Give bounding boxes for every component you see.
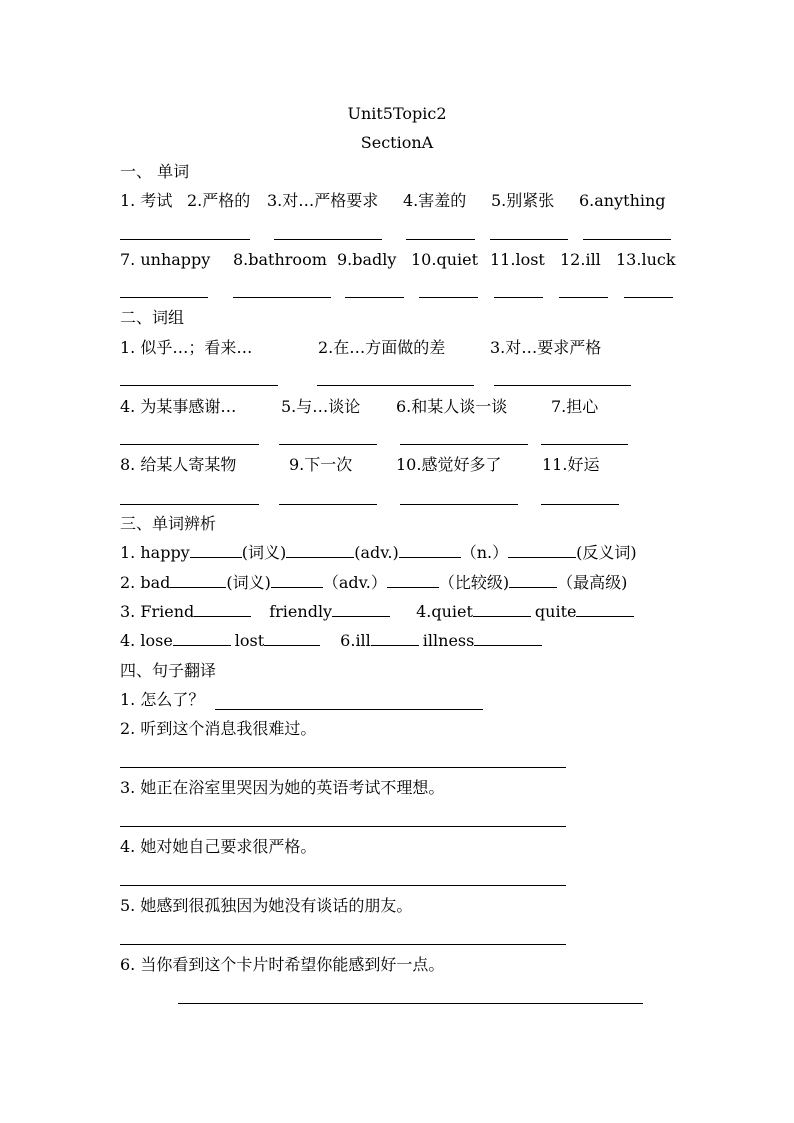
translation-item-4: 4. 她对她自己要求很严格。 — [120, 837, 317, 856]
answer-blank[interactable] — [509, 573, 557, 588]
answer-blank[interactable] — [624, 297, 673, 298]
phrase-prompt: 4. 为某事感谢… — [120, 397, 237, 416]
answer-blank[interactable] — [271, 573, 323, 588]
answer-blank[interactable] — [120, 297, 208, 298]
part2-heading: 二、词组 — [120, 308, 185, 327]
word-analysis-line — [120, 631, 542, 651]
translation-item-3: 3. 她正在浴室里哭因为她的英语考试不理想。 — [120, 778, 445, 797]
phrase-prompt: 11.好运 — [542, 455, 600, 474]
word-prompt: 4. lose — [120, 631, 173, 650]
word-prompt: 6.ill — [340, 631, 371, 650]
word-hint: (反义词) — [576, 543, 637, 562]
answer-blank[interactable] — [419, 297, 478, 298]
word-hint: (词义) — [226, 573, 271, 592]
word-prompt: friendly — [269, 602, 333, 621]
phrase-prompt: 8. 给某人寄某物 — [120, 455, 237, 474]
answer-blank[interactable] — [120, 385, 278, 386]
part1-heading: 一、 单词 — [120, 162, 190, 181]
answer-blank[interactable] — [190, 543, 242, 558]
answer-blank[interactable] — [494, 385, 631, 386]
vocab-prompt: 13.luck — [616, 250, 676, 269]
phrase-prompt: 2.在…方面做的差 — [318, 338, 446, 357]
phrase-prompt: 3.对…要求严格 — [490, 338, 602, 357]
answer-blank[interactable] — [194, 602, 251, 617]
word-prompt: lost — [234, 631, 265, 650]
phrase-prompt: 1. 似乎…；看来… — [120, 338, 253, 357]
answer-blank[interactable] — [120, 444, 259, 445]
phrase-prompt: 10.感觉好多了 — [396, 455, 502, 474]
word-prompt: 4.quiet — [416, 602, 473, 621]
translation-item-6: 6. 当你看到这个卡片时希望你能感到好一点。 — [120, 955, 445, 974]
word-hint: （比较级) — [438, 573, 510, 592]
vocab-prompt: 2.严格的 — [187, 191, 251, 210]
word-hint: （最高级) — [557, 573, 628, 592]
word-prompt: 1. happy — [120, 543, 190, 562]
answer-line[interactable] — [215, 709, 483, 710]
answer-blank[interactable] — [583, 239, 671, 240]
answer-blank[interactable] — [474, 631, 542, 646]
worksheet-title: Unit5Topic2 — [347, 104, 447, 123]
answer-blank[interactable] — [399, 543, 461, 558]
word-prompt: 3. Friend — [120, 602, 195, 621]
answer-blank[interactable] — [494, 297, 543, 298]
phrase-prompt: 6.和某人谈一谈 — [396, 397, 508, 416]
answer-blank[interactable] — [332, 602, 390, 617]
vocab-prompt: 6.anything — [579, 191, 666, 210]
answer-line[interactable] — [120, 944, 566, 945]
vocab-prompt: 12.ill — [560, 250, 601, 269]
vocab-prompt: 9.badly — [337, 250, 397, 269]
answer-blank[interactable] — [264, 631, 320, 646]
translation-item-2: 2. 听到这个消息我很难过。 — [120, 719, 317, 738]
answer-line[interactable] — [120, 885, 566, 886]
answer-blank[interactable] — [120, 239, 250, 240]
answer-line[interactable] — [178, 1003, 643, 1004]
word-prompt: 2. bad — [120, 573, 171, 592]
answer-blank[interactable] — [317, 385, 474, 386]
vocab-prompt: 8.bathroom — [233, 250, 327, 269]
answer-blank[interactable] — [345, 297, 404, 298]
answer-blank[interactable] — [490, 239, 568, 240]
answer-blank[interactable] — [120, 504, 259, 505]
answer-blank[interactable] — [406, 239, 475, 240]
vocab-prompt: 7. unhappy — [120, 250, 211, 269]
translation-item-5: 5. 她感到很孤独因为她没有谈话的朋友。 — [120, 896, 413, 915]
word-hint: （adv.） — [322, 573, 387, 592]
answer-blank[interactable] — [371, 631, 419, 646]
answer-blank[interactable] — [400, 444, 528, 445]
answer-blank[interactable] — [233, 297, 331, 298]
answer-blank[interactable] — [576, 602, 634, 617]
answer-blank[interactable] — [170, 573, 226, 588]
word-analysis-line — [120, 602, 634, 622]
answer-blank[interactable] — [279, 504, 377, 505]
translation-item-1: 1. 怎么了？ — [120, 690, 205, 709]
word-hint: （n.） — [460, 543, 509, 562]
vocab-prompt: 11.lost — [490, 250, 545, 269]
answer-blank[interactable] — [400, 504, 518, 505]
word-hint: (adv.) — [354, 543, 399, 562]
answer-line[interactable] — [120, 826, 566, 827]
vocab-prompt: 4.害羞的 — [403, 191, 467, 210]
answer-blank[interactable] — [286, 543, 354, 558]
vocab-prompt: 10.quiet — [411, 250, 479, 269]
word-analysis-line — [120, 543, 637, 563]
answer-blank[interactable] — [173, 631, 231, 646]
answer-blank[interactable] — [541, 444, 628, 445]
part4-heading: 四、句子翻译 — [120, 661, 217, 680]
answer-blank[interactable] — [274, 239, 382, 240]
answer-blank[interactable] — [508, 543, 576, 558]
part3-heading: 三、单词辨析 — [120, 514, 217, 533]
phrase-prompt: 7.担心 — [551, 397, 599, 416]
vocab-prompt: 3.对…严格要求 — [267, 191, 379, 210]
phrase-prompt: 5.与…谈论 — [281, 397, 361, 416]
answer-blank[interactable] — [279, 444, 377, 445]
vocab-prompt: 1. 考试 — [120, 191, 173, 210]
vocab-prompt: 5.别紧张 — [491, 191, 555, 210]
answer-line[interactable] — [120, 767, 566, 768]
answer-blank[interactable] — [559, 297, 608, 298]
word-hint: (词义) — [241, 543, 287, 562]
word-prompt: quite — [534, 602, 577, 621]
word-prompt: illness — [422, 631, 475, 650]
answer-blank[interactable] — [541, 504, 619, 505]
word-analysis-line — [120, 573, 627, 593]
phrase-prompt: 9.下一次 — [289, 455, 353, 474]
answer-blank[interactable] — [387, 573, 439, 588]
answer-blank[interactable] — [473, 602, 531, 617]
section-title: SectionA — [360, 133, 434, 152]
